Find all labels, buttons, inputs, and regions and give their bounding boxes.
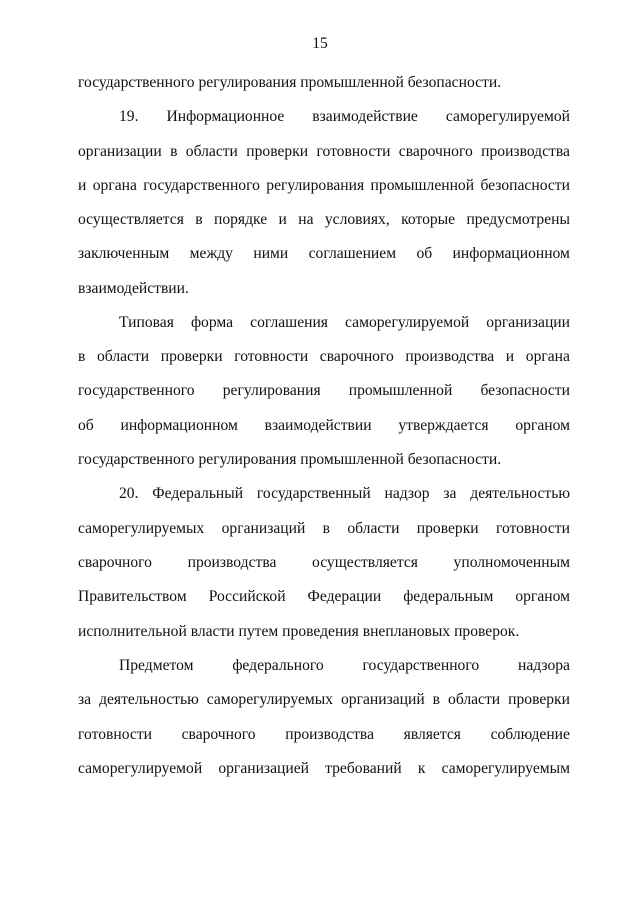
- text-word: надзора: [518, 657, 570, 674]
- text-word: органом: [515, 588, 570, 605]
- text-line: [78, 417, 570, 435]
- text-word: заключенным: [78, 245, 170, 262]
- text-word: саморегулируемых: [206, 691, 334, 708]
- text-word: уполномоченным: [453, 554, 570, 571]
- text-word: 20.: [119, 485, 139, 502]
- text-word: информационном: [452, 245, 570, 262]
- text-word: Российской: [208, 588, 286, 605]
- text-line: [78, 554, 570, 572]
- text-word: органа: [525, 348, 570, 365]
- text-word: готовности: [78, 726, 152, 743]
- text-line: [119, 314, 570, 332]
- text-word: области: [448, 691, 501, 708]
- text-word: федеральным: [403, 588, 494, 605]
- text-word: государственный: [256, 485, 371, 502]
- text-line: [78, 588, 570, 606]
- text-word: области: [96, 348, 150, 365]
- text-word: и: [505, 348, 515, 365]
- text-word: за: [78, 691, 92, 708]
- text-word: области: [347, 520, 400, 537]
- text-word: исполнительной власти путем проведения внеплановых проверок.: [78, 623, 520, 640]
- text-word: предусмотрены: [466, 211, 570, 228]
- text-word: сварочного: [398, 143, 473, 160]
- text-word: саморегулируемым: [441, 760, 570, 777]
- text-word: промышленной: [348, 382, 453, 399]
- text-word: которые: [401, 211, 456, 228]
- text-line: [78, 348, 570, 366]
- text-word: порядке: [213, 211, 268, 228]
- text-word: государственного регулирования промышленной безопасности.: [78, 74, 502, 91]
- text-line: [78, 245, 570, 263]
- text-line: [78, 726, 570, 744]
- text-word: саморегулируемой: [78, 760, 203, 777]
- text-word: об: [416, 245, 433, 262]
- text-word: взаимодействие: [312, 108, 418, 125]
- text-word: проверки: [508, 691, 570, 708]
- text-line: [78, 211, 570, 229]
- text-word: Типовая: [119, 314, 174, 331]
- page-number: 15: [312, 35, 328, 52]
- text-word: осуществляется: [78, 211, 184, 228]
- text-line: [78, 382, 570, 400]
- text-word: осуществляется: [312, 554, 418, 571]
- text-word: за: [443, 485, 457, 502]
- text-word: условиях,: [324, 211, 390, 228]
- text-line: [78, 691, 570, 709]
- text-word: проверки: [416, 520, 479, 537]
- text-word: промышленной: [370, 177, 475, 194]
- text-word: требований: [325, 760, 402, 777]
- text-word: сварочного: [181, 726, 256, 743]
- text-word: безопасности: [480, 177, 570, 194]
- text-word: деятельностью: [470, 485, 570, 502]
- text-word: соглашением: [308, 245, 397, 262]
- text-word: к: [417, 760, 426, 777]
- text-word: на: [298, 211, 314, 228]
- text-line: [119, 108, 570, 126]
- text-word: 19.: [119, 108, 139, 125]
- text-line: [78, 280, 570, 298]
- text-line: [119, 657, 570, 675]
- text-word: регулирования: [222, 382, 321, 399]
- text-word: в: [322, 520, 331, 537]
- text-word: области: [185, 143, 238, 160]
- text-word: Федеральный: [152, 485, 244, 502]
- text-word: в: [432, 691, 441, 708]
- text-word: государственного регулирования промышленной безопасности.: [78, 451, 502, 468]
- text-word: организацией: [218, 760, 309, 777]
- text-word: сварочного: [78, 554, 152, 571]
- text-word: деятельностью: [99, 691, 199, 708]
- text-word: организаций: [340, 691, 425, 708]
- text-line: [78, 143, 570, 161]
- text-word: в: [195, 211, 203, 228]
- text-word: и: [78, 177, 87, 194]
- text-word: органа: [92, 177, 137, 194]
- text-word: в: [78, 348, 86, 365]
- text-word: саморегулируемых: [78, 520, 205, 537]
- text-word: федерального: [232, 657, 324, 674]
- text-word: саморегулируемой: [345, 314, 470, 331]
- text-word: Правительством: [78, 588, 187, 605]
- text-word: ними: [253, 245, 289, 262]
- text-word: в: [170, 143, 178, 160]
- text-word: организации: [78, 143, 162, 160]
- text-word: готовности: [316, 143, 391, 160]
- text-line: [78, 623, 570, 641]
- text-line: [119, 485, 570, 503]
- text-line: [78, 760, 570, 778]
- text-word: государственного: [78, 382, 195, 399]
- text-word: организации: [486, 314, 570, 331]
- text-word: Информационное: [166, 108, 285, 125]
- text-word: и: [278, 211, 287, 228]
- text-word: сварочного: [319, 348, 394, 365]
- text-word: надзор: [384, 485, 430, 502]
- text-line: [78, 451, 570, 469]
- text-word: об: [78, 417, 94, 434]
- text-word: готовности: [495, 520, 570, 537]
- text-word: соглашения: [250, 314, 328, 331]
- text-word: между: [189, 245, 233, 262]
- text-word: Федерации: [307, 588, 382, 605]
- text-word: утверждается: [398, 417, 489, 434]
- text-word: государственного: [143, 177, 260, 194]
- text-word: саморегулируемой: [445, 108, 570, 125]
- text-word: производства: [405, 348, 495, 365]
- text-word: Предметом: [119, 657, 194, 674]
- text-word: соблюдение: [490, 726, 570, 743]
- text-word: органом: [515, 417, 570, 434]
- text-line: [78, 177, 570, 195]
- text-word: производства: [187, 554, 277, 571]
- text-word: производства: [285, 726, 375, 743]
- text-word: государственного: [362, 657, 480, 674]
- text-word: регулирования: [266, 177, 365, 194]
- text-word: проверки: [160, 348, 223, 365]
- text-word: готовности: [234, 348, 309, 365]
- text-word: взаимодействии.: [78, 280, 189, 297]
- text-line: [78, 74, 570, 92]
- text-word: проверки: [246, 143, 309, 160]
- text-word: организаций: [221, 520, 306, 537]
- text-word: взаимодействии: [264, 417, 372, 434]
- text-word: является: [403, 726, 461, 743]
- text-line: [78, 520, 570, 538]
- text-word: безопасности: [480, 382, 570, 399]
- text-word: информационном: [120, 417, 238, 434]
- text-word: производства: [481, 143, 570, 160]
- text-word: форма: [190, 314, 234, 331]
